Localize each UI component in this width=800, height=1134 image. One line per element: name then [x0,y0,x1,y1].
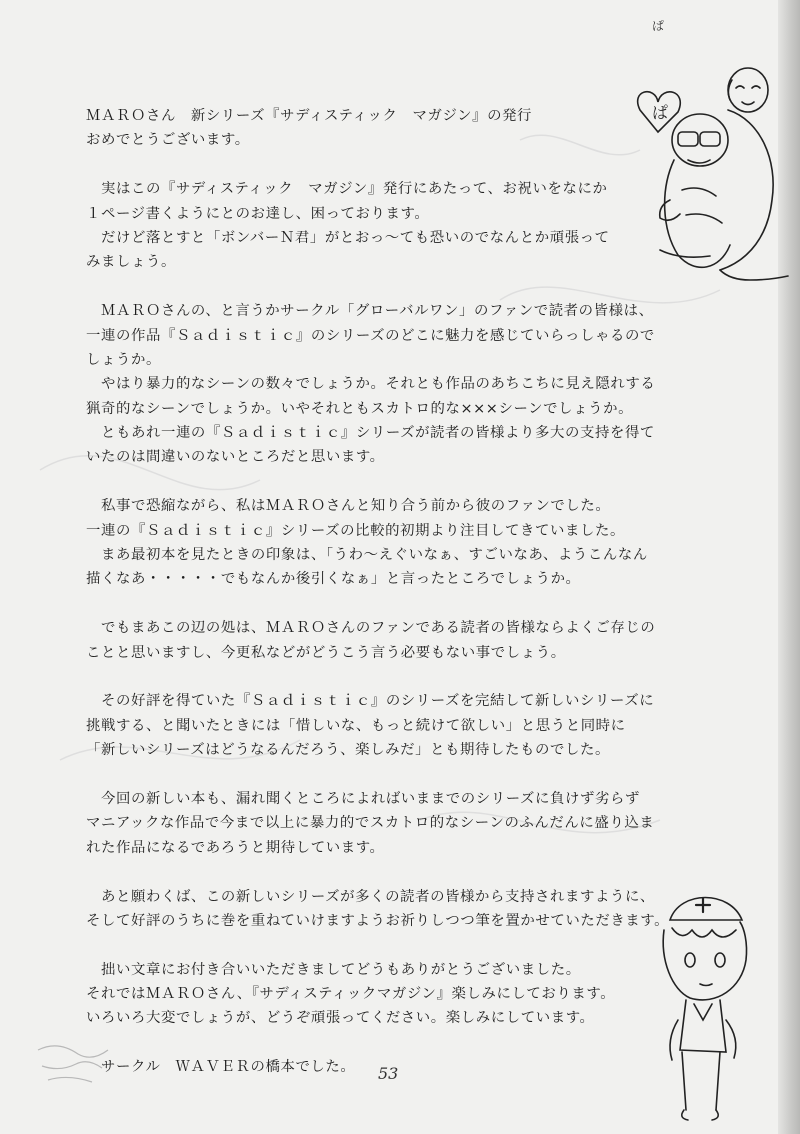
text-line: いたのは間違いのないところだと思います。 [86,449,385,466]
paragraph [86,885,670,934]
text-line: 私事で恐縮ながら、私はＭＡＲＯさんと知り合う前から彼のファンでした。 [86,498,611,515]
nurse-character-illustration [650,880,770,1130]
text-line: みましょう。 [86,254,176,271]
text-line: 一連の作品『Ｓａｄｉｓｔｉｃ』のシリーズのどこに魅力を感じていらっしゃるので [86,327,655,344]
text-line: いろいろ大変でしょうが、どうぞ頑張ってください。楽しみにしています。 [86,1010,595,1027]
text-line: ことと思いますし、今更私などがどうこう言う必要もない事でしょう。 [86,644,566,661]
paragraph [86,616,666,665]
characters-hugging-illustration [600,50,790,290]
page-number: 53 [378,1064,399,1083]
text-line: 挑戦する、と聞いたときには「惜しいな、もっと続けて欲しい」と思うと同時に [86,717,626,734]
paragraph [86,494,666,592]
paragraph [86,103,669,153]
heart-bubble-text: ぱ [652,103,669,122]
faint-signature-scribble [28,1030,118,1090]
corner-mark-text: ぱ [652,19,665,33]
text-line: 一連の『Ｓａｄｉｓｔｉｃ』シリーズの比較的初期より注目してきていました。 [86,522,625,539]
paragraph [86,958,666,1031]
text-line: 今回の新しい本も、漏れ聞くところによればいままでのシリーズに負けず劣らず [86,790,640,807]
text-line: マニアックな作品で今まで以上に暴力的でスカトロ的なシーンのふんだんに盛り込ま [86,815,655,832]
text-line: まあ最初本を見たときの印象は、「うわ～えぐいなぁ、すごいなあ、ようこんなん [86,547,648,564]
text-line: 猟奇的なシーンでしょうか。いやそれともスカトロ的な×××シーンでしょうか。 [86,400,634,417]
text-line: 実はこの『サディスティック マガジン』発行にあたって、お祝いをなにか [86,181,608,198]
text-line: １ページ書くようにとのお達し、困っております。 [86,205,430,222]
corner-mark [650,14,674,38]
text-line: おめでとうございます。 [86,132,250,149]
letter-body [86,103,670,1104]
text-line: しょうか。 [86,351,161,368]
text-line: 拙い文章にお付き合いいただきましてどうもありがとうございました。 [86,961,581,978]
text-line: 「新しいシリーズはどうなるんだろう、楽しみだ」とも期待したものでした。 [86,742,610,759]
text-line: そして好評のうちに巻を重ねていけますようお祈りしつつ筆を置かせていただきます。 [86,912,670,929]
paragraph [86,787,666,860]
text-line: だけど落とすと「ボンバーＮ君」がとおっ～ても恐いのでなんとか頑張って [86,229,610,246]
paragraph [86,689,666,762]
paragraph [86,177,666,275]
text-line: ＭＡＲＯさんの、と言うかサークル「グローバルワン」のファンで読者の皆様は、 [86,303,654,320]
text-line: サークル ＷＡＶＥＲの橋本でした。 [86,1059,356,1076]
text-line: ともあれ一連の『Ｓａｄｉｓｔｉｃ』シリーズが読者の皆様より多大の支持を得て [86,425,655,442]
text-line: その好評を得ていた『Ｓａｄｉｓｔｉｃ』のシリーズを完結して新しいシリーズに [86,693,655,710]
text-line: やはり暴力的なシーンの数々でしょうか。それとも作品のあちこちに見え隠れする [86,376,656,393]
text-line: れた作品になるであろうと期待しています。 [86,839,385,856]
paragraph [86,1055,666,1079]
text-line: でもまあこの辺の処は、ＭＡＲＯさんのファンである読者の皆様ならよくご存じの [86,620,656,637]
text-line: あと願わくば、この新しいシリーズが多くの読者の皆様から支持されますように、 [86,888,655,905]
text-line: それではＭＡＲＯさん、『サディスティックマガジン』楽しみにしております。 [86,986,616,1003]
text-line: ＭＡＲＯさん 新シリーズ『サディスティック マガジン』の発行 [86,108,533,124]
paragraph [86,299,666,470]
text-line: 描くなあ・・・・・でもなんか後引くなぁ」と言ったところでしょうか。 [86,571,581,588]
